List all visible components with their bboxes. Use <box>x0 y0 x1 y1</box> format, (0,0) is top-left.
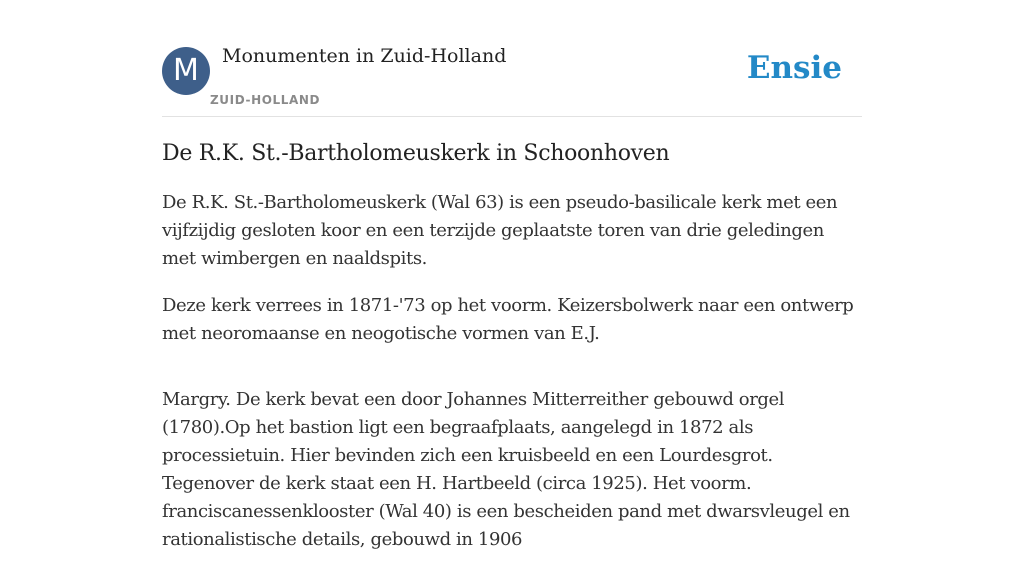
book-avatar[interactable]: M <box>162 47 210 95</box>
paragraph-spacer <box>162 367 862 386</box>
category-link[interactable]: ZUID-HOLLAND <box>210 93 321 107</box>
article <box>162 138 862 573</box>
article-paragraph: Margry. De kerk bevat een door Johannes Mitterreither gebouwd orgel (1780).Op het bastion ligt een begraafplaats, aangelegd in 1872 als processietuin. Hier bevinden zich een kruisbeeld en een Lourdesgrot. Tegenover de kerk staat een H. Hartbeeld (circa 1925). Het voorm. franciscanessenklooster (Wal 40) is een bescheiden pand met dwarsvleugel en rationalistische details, gebouwd in 1906 <box>162 389 850 550</box>
article-paragraph: De R.K. St.-Bartholomeuskerk (Wal 63) is een pseudo-basilicale kerk met een vijfzijdig gesloten koor en een terzijde geplaatste toren van drie geledingen met wimbergen en naaldspits. <box>162 192 838 269</box>
site-header <box>162 0 862 117</box>
book-title-link[interactable]: Monumenten in Zuid-Holland <box>222 45 507 67</box>
article-paragraph: Deze kerk verrees in 1871-'73 op het voorm. Keizersbolwerk naar een ontwerp met neoromaanse en neogotische vormen van E.J. <box>162 295 854 344</box>
article-title: De R.K. St.-Bartholomeuskerk in Schoonhoven <box>162 141 670 166</box>
ensie-logo[interactable]: Ensie <box>746 50 842 86</box>
